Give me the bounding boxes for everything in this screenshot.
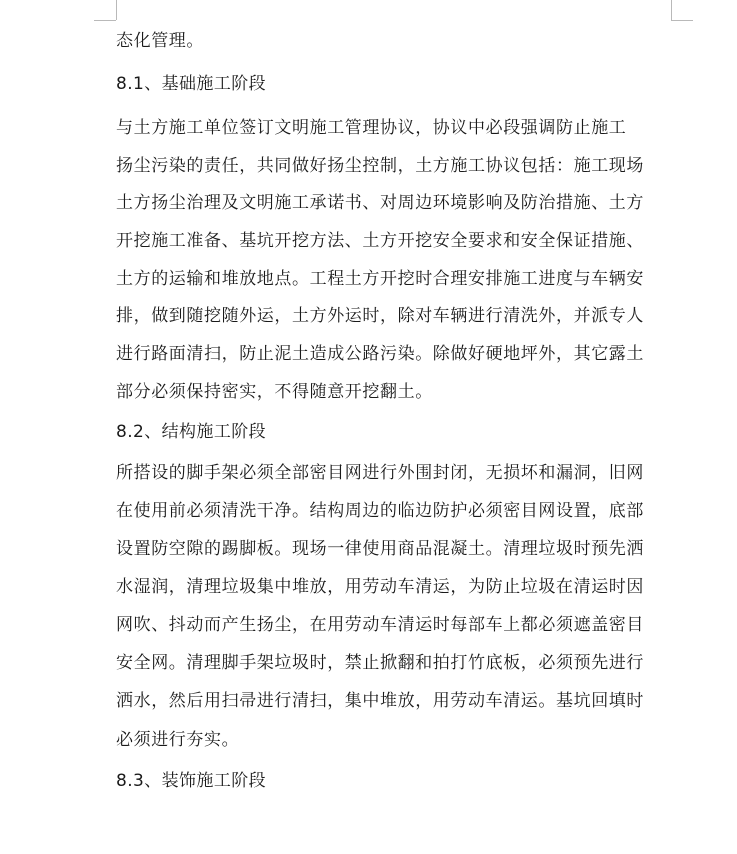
paragraph-line: 土方的运输和堆放地点。工程土方开挖时合理安排施工进度与车辆安	[116, 269, 644, 289]
page-corner-mark-top-left	[94, 20, 116, 21]
paragraph-line: 必须进行夯实。	[116, 730, 240, 750]
section-heading-8-3: 8.3、装饰施工阶段	[116, 771, 267, 791]
paragraph-line: 安全网。清理脚手架垃圾时，禁止掀翻和拍打竹底板，必须预先进行	[116, 653, 644, 673]
paragraph-line: 土方扬尘治理及文明施工承诺书、对周边环境影响及防治措施、土方	[116, 193, 644, 213]
paragraph-line: 水湿润，清理垃圾集中堆放，用劳动车清运，为防止垃圾在清运时因	[116, 577, 644, 597]
paragraph-line: 态化管理。	[116, 31, 204, 51]
section-heading-8-2: 8.2、结构施工阶段	[116, 422, 267, 442]
paragraph-line: 扬尘污染的责任，共同做好扬尘控制，土方施工协议包括：施工现场	[116, 156, 644, 176]
paragraph-line: 网吹、抖动而产生扬尘，在用劳动车清运时每部车上都必须遮盖密目	[116, 615, 644, 635]
paragraph-line: 洒水，然后用扫帚进行清扫，集中堆放，用劳动车清运。基坑回填时	[116, 691, 644, 711]
paragraph-line: 在使用前必须清洗干净。结构周边的临边防护必须密目网设置，底部	[116, 501, 644, 521]
section-heading-8-1: 8.1、基础施工阶段	[116, 74, 267, 94]
paragraph-line: 进行路面清扫，防止泥土造成公路污染。除做好硬地坪外，其它露土	[116, 344, 644, 364]
paragraph-line: 开挖施工准备、基坑开挖方法、土方开挖安全要求和安全保证措施、	[116, 231, 644, 251]
paragraph-line: 与土方施工单位签订文明施工管理协议，协议中必段强调防止施工	[116, 118, 627, 138]
page-corner-mark-top-right-vertical	[671, 0, 672, 20]
paragraph-line: 部分必须保持密实，不得随意开挖翻土。	[116, 382, 433, 402]
page-corner-mark-top-right	[671, 20, 693, 21]
page-corner-mark-top-left-vertical	[116, 0, 117, 20]
paragraph-line: 设置防空隙的踢脚板。现场一律使用商品混凝土。清理垃圾时预先洒	[116, 539, 644, 559]
paragraph-line: 排，做到随挖随外运，土方外运时，除对车辆进行清洗外，并派专人	[116, 306, 644, 326]
paragraph-line: 所搭设的脚手架必须全部密目网进行外围封闭，无损坏和漏洞，旧网	[116, 463, 644, 483]
